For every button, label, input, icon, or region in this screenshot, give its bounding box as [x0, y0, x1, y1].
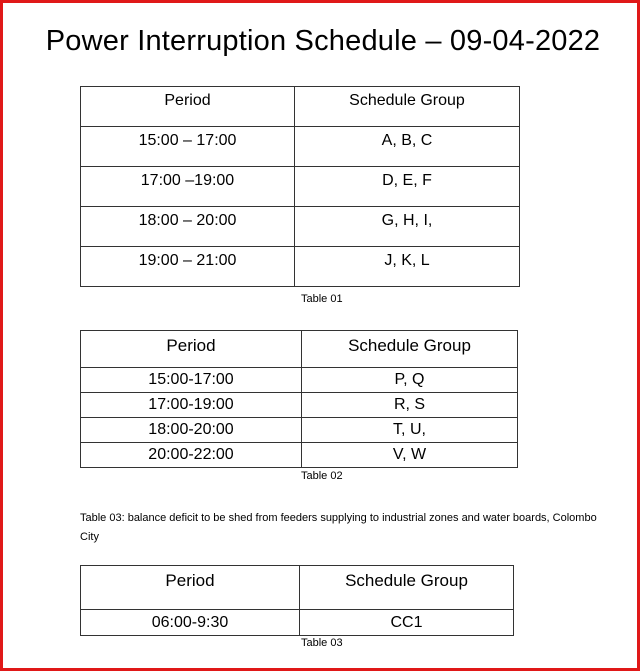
period-cell: 20:00-22:00: [81, 443, 302, 468]
table-caption-1: Table 01: [301, 293, 343, 305]
period-cell: 15:00-17:00: [81, 368, 302, 393]
group-cell: T, U,: [302, 418, 518, 443]
group-cell: D, E, F: [295, 167, 520, 207]
table-header-row: [81, 566, 514, 610]
table-caption-2: Table 02: [301, 470, 343, 482]
table-row: [81, 443, 518, 468]
table-row: [81, 247, 520, 287]
period-cell: 17:00 –19:00: [81, 167, 295, 207]
table-header-row: [81, 87, 520, 127]
period-cell: 18:00-20:00: [81, 418, 302, 443]
period-cell: 06:00-9:30: [81, 610, 300, 636]
table-caption-3: Table 03: [301, 637, 343, 649]
group-cell: A, B, C: [295, 127, 520, 167]
table-row: [81, 418, 518, 443]
group-cell: G, H, I,: [295, 207, 520, 247]
table-row: [81, 207, 520, 247]
period-cell: 15:00 – 17:00: [81, 127, 295, 167]
group-cell: P, Q: [302, 368, 518, 393]
column-header-period: Period: [81, 331, 302, 368]
table-row: [81, 610, 514, 636]
column-header-schedule-group: Schedule Group: [300, 566, 514, 610]
table-3-description: Table 03: balance deficit to be shed from feeders supplying to industrial zones and water boards, Colombo City: [80, 512, 597, 543]
column-header-period: Period: [81, 87, 295, 127]
period-cell: 17:00-19:00: [81, 393, 302, 418]
column-header-schedule-group: Schedule Group: [302, 331, 518, 368]
period-cell: 19:00 – 21:00: [81, 247, 295, 287]
table-row: [81, 368, 518, 393]
schedule-table-2: [80, 330, 518, 468]
group-cell: R, S: [302, 393, 518, 418]
table-row: [81, 167, 520, 207]
group-cell: J, K, L: [295, 247, 520, 287]
schedule-table-1: [80, 86, 520, 287]
table-row: [81, 393, 518, 418]
table-header-row: [81, 331, 518, 368]
period-cell: 18:00 – 20:00: [81, 207, 295, 247]
group-cell: CC1: [300, 610, 514, 636]
table-row: [81, 127, 520, 167]
schedule-table-3: [80, 565, 514, 636]
column-header-period: Period: [81, 566, 300, 610]
page-title: Power Interruption Schedule – 09-04-2022: [45, 25, 601, 57]
group-cell: V, W: [302, 443, 518, 468]
column-header-schedule-group: Schedule Group: [295, 87, 520, 127]
